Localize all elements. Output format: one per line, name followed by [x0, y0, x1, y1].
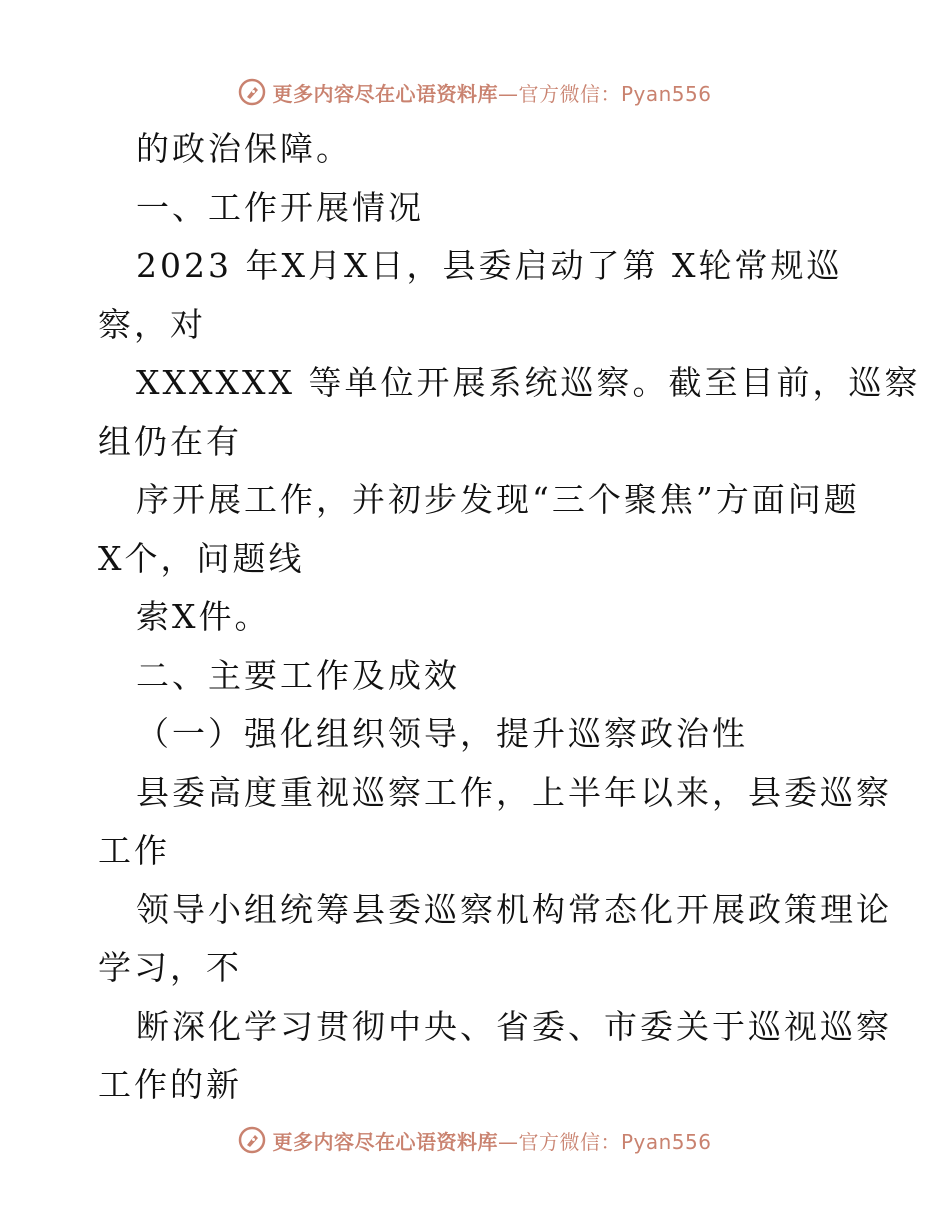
body-line: 2023 年X月X日，县委启动了第 X轮常规巡: [136, 246, 843, 285]
body-line: 学习，不: [98, 948, 242, 987]
footer-watermark: [0, 1120, 950, 1160]
watermark-contact: 官方微信：Pyan556: [518, 1129, 712, 1154]
body-line: 工作的新: [98, 1065, 242, 1104]
watermark-brand: 更多内容尽在心语资料库: [272, 1129, 498, 1154]
body-line: X个，问题线: [98, 538, 305, 578]
watermark-contact: 官方微信：Pyan556: [518, 81, 712, 106]
body-line: 索X件。: [136, 597, 271, 636]
header-watermark: [0, 72, 950, 112]
body-line: 领导小组统筹县委巡察机构常态化开展政策理论: [136, 889, 892, 929]
body-line: 的政治保障。: [136, 129, 352, 168]
watermark-text: [272, 1126, 711, 1155]
body-line: 组仍在有: [98, 421, 242, 461]
body-line: 县委高度重视巡察工作，上半年以来，县委巡察: [136, 772, 892, 812]
watermark-dash: —: [497, 1129, 519, 1154]
watermark-dash: —: [497, 81, 519, 106]
body-line: XXXXXX 等单位开展系统巡察。截至目前，巡察: [136, 363, 921, 402]
pen-nib-logo-icon: [238, 1126, 266, 1154]
watermark-text: [272, 78, 711, 107]
body-line: 断深化学习贯彻中央、省委、市委关于巡视巡察: [136, 1006, 892, 1046]
section-heading: 一、工作开展情况: [136, 187, 424, 227]
subsection-heading: （一）强化组织领导，提升巡察政治性: [136, 714, 748, 753]
pen-nib-logo-icon: [238, 78, 266, 106]
watermark-brand: 更多内容尽在心语资料库: [272, 81, 498, 106]
body-line: 序开展工作，并初步发现“三个聚焦”方面问题: [136, 480, 860, 519]
document-body: [98, 120, 921, 1115]
section-heading: 二、主要工作及成效: [136, 655, 460, 695]
body-line: 工作: [98, 831, 170, 870]
body-line: 察，对: [98, 304, 206, 344]
